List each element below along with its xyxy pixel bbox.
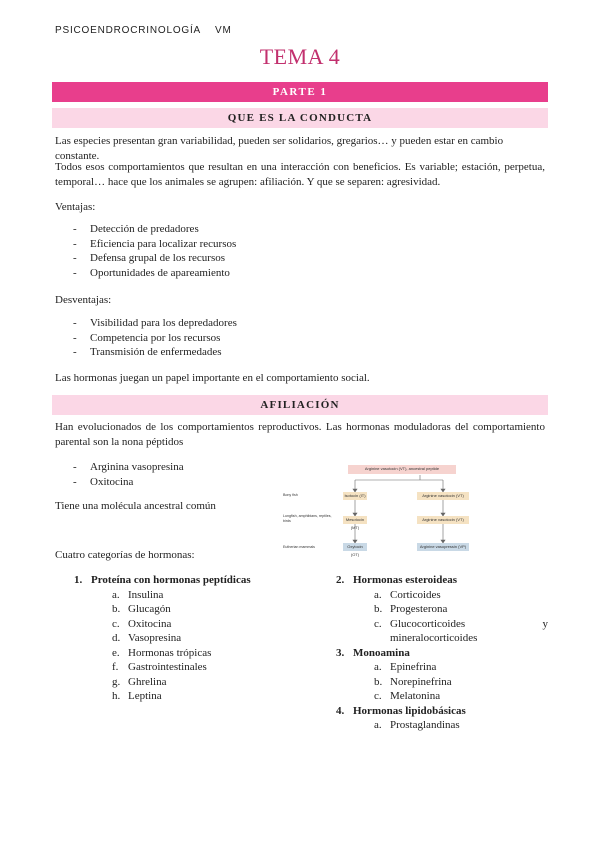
- category-heading: 1. Proteína con hormonas peptídicas: [74, 574, 251, 586]
- list-item: a. Epinefrina: [374, 661, 437, 673]
- paragraph-cuatro-categorias: Cuatro categorías de hormonas:: [55, 549, 195, 561]
- category-heading: 3. Monoamina: [336, 646, 410, 659]
- header-subject: PSICOENDROCRINOLOGÍA: [55, 25, 202, 36]
- list-item: - Oportunidades de apareamiento: [73, 266, 236, 281]
- peptidos-list: [73, 460, 184, 489]
- list-item: h. Leptina: [112, 690, 162, 702]
- list-item: - Defensa grupal de los recursos: [73, 251, 236, 266]
- ventajas-label: Ventajas:: [55, 201, 96, 213]
- list-item: - Detección de predadores: [73, 222, 236, 237]
- list-item: e. Hormonas trópicas: [112, 646, 212, 659]
- list-item: - Transmisión de enfermedades: [73, 345, 237, 360]
- paragraph-hormonas-social: Las hormonas juegan un papel importante en el comportamiento social.: [55, 372, 370, 384]
- paragraph-ancestral: Tiene una molécula ancestral común: [55, 500, 216, 512]
- section-heading-conducta: QUE ES LA CONDUCTA: [52, 108, 548, 128]
- section-heading-afiliacion: AFILIACIÓN: [52, 395, 548, 415]
- list-item: b. Norepinefrina: [374, 675, 452, 688]
- list-item: d. Vasopresina: [112, 632, 182, 644]
- category-heading: 2. Hormonas esteroideas: [336, 574, 457, 586]
- list-item: a. Corticoides: [374, 588, 441, 601]
- paragraph-afiliacion: Han evolucionados de los comportamientos reproductivos. Las hormonas moduladoras del comportamiento parental son la nona péptidos: [55, 421, 545, 448]
- figure-box-right: Arginine vasotocin (VT): [417, 492, 469, 500]
- desventajas-label: Desventajas:: [55, 294, 112, 306]
- figure-box-ancestral: Arginine vasotocin (VT), ancestral peptide: [348, 465, 456, 474]
- list-item: - Competencia por los recursos: [73, 331, 237, 346]
- list-item: c. Glucocorticoides y mineralocorticoides: [374, 617, 548, 644]
- ventajas-list: [73, 222, 236, 280]
- list-item: - Arginina vasopresina: [73, 460, 184, 475]
- desventajas-list: [73, 316, 237, 360]
- list-item: - Eficiencia para localizar recursos: [73, 237, 236, 252]
- page-title: TEMA 4: [259, 44, 341, 69]
- figure-row-label: Lungfish, amphibians, reptiles, birds: [283, 514, 332, 523]
- figure-row-label: Eutherian mammals: [283, 545, 315, 549]
- list-item: f. Gastrointestinales: [112, 661, 207, 673]
- part-banner: PARTE 1: [52, 82, 548, 102]
- list-item: b. Glucagón: [112, 603, 171, 615]
- paragraph-intro: Las especies presentan gran variabilidad, pueden ser solidarios, gregarios… y pueden estar en cambio constante.: [55, 135, 504, 162]
- list-item: b. Progesterona: [374, 603, 448, 615]
- figure-box-left: Isotocin (IT): [344, 493, 366, 498]
- list-item: a. Prostaglandinas: [374, 719, 460, 731]
- figure-arrows: [283, 461, 483, 556]
- figure-box-left: Oxytocin (OT): [343, 543, 367, 551]
- list-item: g. Ghrelina: [112, 675, 167, 688]
- list-item: - Visibilidad para los depredadores: [73, 316, 237, 331]
- page-header: [55, 25, 232, 36]
- list-item: - Oxitocina: [73, 475, 184, 490]
- figure-row-label: Bony fish: [283, 493, 298, 497]
- list-item: c. Oxitocina: [112, 617, 172, 630]
- figure-box-right: Arginine vasotocin (VT): [417, 516, 469, 524]
- list-item: a. Insulina: [112, 588, 164, 601]
- peptide-evolution-figure: [283, 461, 483, 556]
- list-item: c. Melatonina: [374, 690, 441, 702]
- category-column-right: [336, 573, 548, 733]
- header-initials: VM: [215, 25, 232, 36]
- category-heading: 4. Hormonas lipidobásicas: [336, 704, 466, 717]
- figure-box-right: Arginine vasopressin (VP): [417, 543, 469, 551]
- figure-box-left: Mesotocin (MT): [343, 516, 367, 524]
- category-column-left: [74, 573, 284, 704]
- paragraph-comportamientos: Todos esos comportamientos que resultan en una interacción con beneficios. Es variable; estación, perpetua, temporal… hace que los animales se agrupen: afiliación. Y que se separen: agresividad.: [55, 161, 545, 188]
